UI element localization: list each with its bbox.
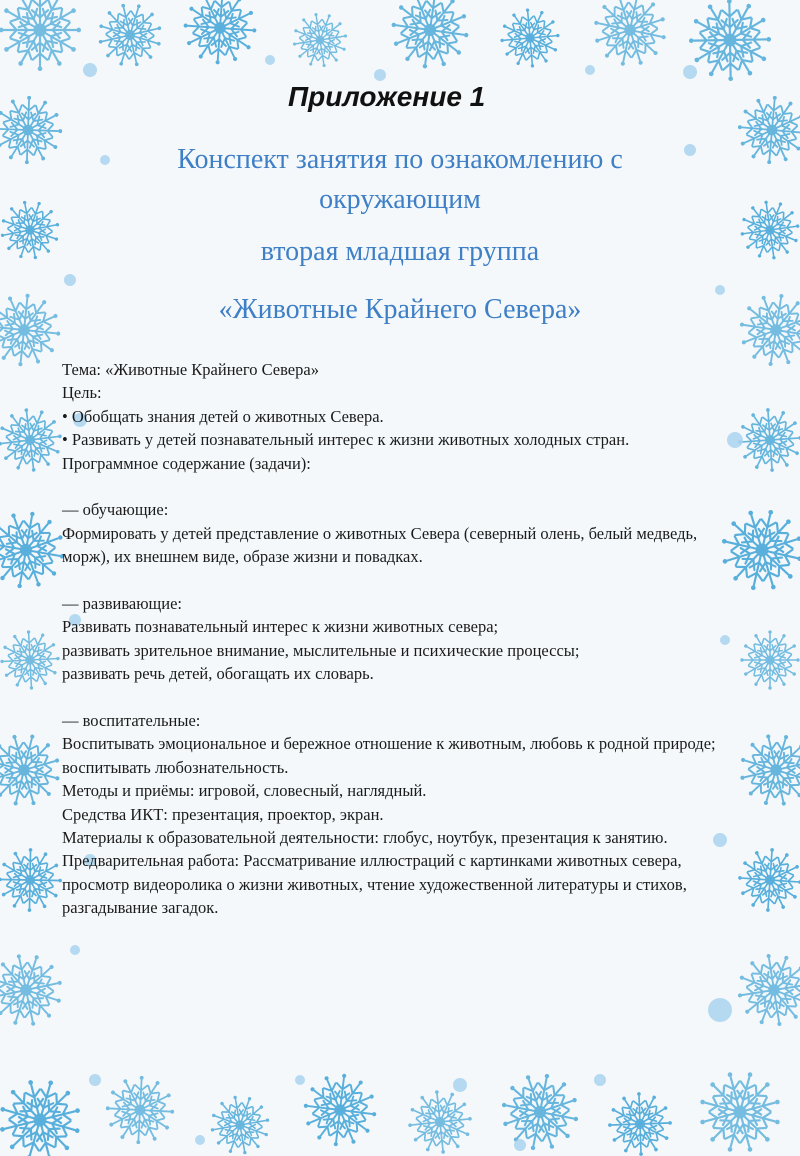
title-line-1: Конспект занятия по ознакомлению с: [177, 144, 623, 175]
theme-line: Тема: «Животные Крайнего Севера»: [62, 360, 319, 379]
lesson-title: [60, 140, 740, 330]
group-subtitle: вторая младшая группа: [260, 236, 540, 267]
upbringing-item-1: Воспитывать эмоциональное и бережное отношение к животным, любовь к родной природе;: [62, 734, 716, 754]
teaching-label: — обучающие:: [62, 500, 169, 520]
topic-subtitle: «Животные Крайнего Севера»: [218, 294, 582, 325]
preliminary-work: Предварительная работа: Рассматривание иллюстраций с картинками животных севера, просмотр видеоролика о жизни животных, чтение художественной литературы и стихов, разгадывание загадок.: [62, 851, 687, 918]
teaching-text: Формировать у детей представление о животных Севера (северный олень, белый медведь, морж), их внешнем виде, образе жизни и повадках.: [62, 523, 698, 567]
goal-item-1: • Обобщать знания детей о животных Севера.: [62, 406, 384, 426]
materials-line: Материалы к образовательной деятельности: глобус, ноутбук, презентация к занятию.: [62, 828, 668, 848]
ict-line: Средства ИКТ: презентация, проектор, экран.: [62, 804, 384, 824]
title-line-2: окружающим: [319, 184, 481, 215]
upbringing-label: — воспитательные:: [62, 711, 201, 731]
program-heading: Программное содержание (задачи):: [62, 453, 311, 473]
goal-item-2: • Развивать у детей познавательный интерес к жизни животных холодных стран.: [62, 430, 630, 450]
methods-line: Методы и приёмы: игровой, словесный, наглядный.: [62, 781, 427, 801]
developing-label: — развивающие:: [62, 594, 183, 614]
upbringing-item-2: воспитывать любознательность.: [62, 757, 289, 777]
lesson-body: [62, 358, 742, 920]
developing-item-2: развивать зрительное внимание, мыслительные и психические процессы;: [62, 640, 580, 660]
developing-item-3: развивать речь детей, обогащать их словарь.: [62, 664, 374, 684]
appendix-label: Приложение 1: [288, 81, 486, 112]
goal-label: Цель:: [62, 383, 102, 403]
developing-item-1: Развивать познавательный интерес к жизни животных севера;: [62, 617, 499, 637]
